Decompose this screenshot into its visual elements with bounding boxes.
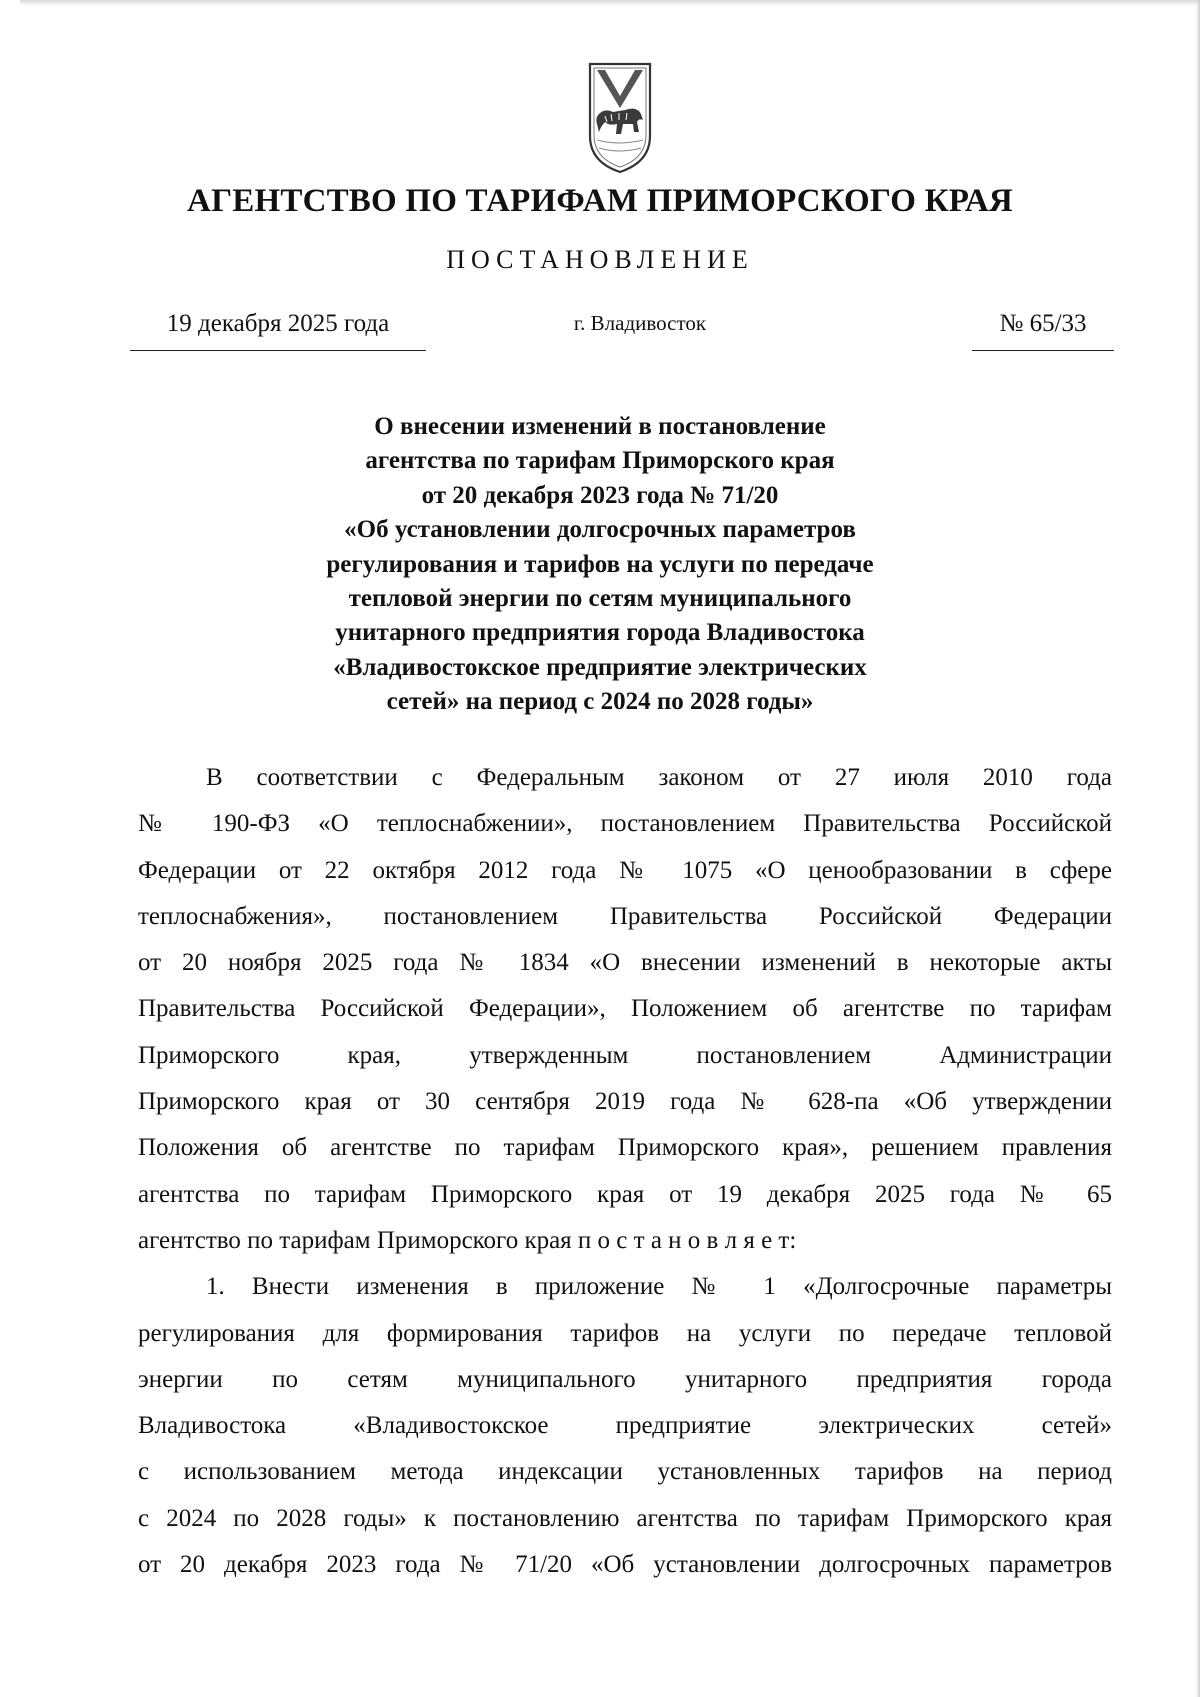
body-line: агентства по тарифам Приморского края от 19 декабря 2025 года № 65 [138,1180,1112,1208]
title-line: сетей» на период с 2024 по 2028 годы» [386,688,814,716]
document-date: 19 декабря 2025 года [130,310,426,351]
body-line: Владивостока «Владивостокское предприятие электрических сетей» [138,1412,1112,1440]
body-line: № 190-ФЗ «О теплоснабжении», постановлением Правительства Российской [138,810,1112,838]
body-line: теплоснабжения», постановлением Правительства Российской Федерации [138,902,1112,930]
title-line: агентства по тарифам Приморского края [365,447,835,475]
body-line: Приморского края от 30 сентября 2019 года № 628-па «Об утверждении [138,1088,1112,1116]
document-type: ПОСТАНОВЛЕНИЕ [446,245,754,274]
title-line: регулирования и тарифов на услуги по передаче [326,550,874,578]
title-line: «Владивостокское предприятие электрических [333,653,867,681]
title-line: тепловой энергии по сетям муниципального [348,585,852,613]
body-line: 1. Внести изменения в приложение № 1 «Долгосрочные параметры [206,1273,1112,1301]
preamble-paragraph [138,755,1112,1264]
document-body [138,755,1112,1588]
document-title [200,410,1000,720]
title-line: от 20 декабря 2023 года № 71/20 [421,481,779,509]
body-line: от 20 ноября 2025 года № 1834 «О внесении изменений в некоторые акты [138,949,1112,977]
body-line: Правительства Российской Федерации», Положением об агентстве по тарифам [138,995,1112,1023]
body-line: Федерации от 22 октября 2012 года № 1075 «О ценообразовании в сфере [138,856,1112,884]
body-line: В соответствии с Федеральным законом от 27 июля 2010 года [206,764,1112,791]
body-line: агентство по тарифам Приморского края п о с т а н о в л я е т: [138,1226,797,1254]
document-city: г. Владивосток [573,311,707,335]
body-line: от 20 декабря 2023 года № 71/20 «Об установлении долгосрочных параметров [138,1551,1112,1579]
scan-edge-top [20,0,1200,6]
title-line: О внесении изменений в постановление [374,413,826,440]
title-line: «Об установлении долгосрочных параметров [344,516,856,544]
title-line: унитарного предприятия города Владивостока [335,619,865,647]
body-line: энергии по сетям муниципального унитарного предприятия города [138,1365,1112,1393]
clause-1-paragraph [138,1264,1112,1588]
body-line: с 2024 по 2028 годы» к постановлению агентства по тарифам Приморского края [138,1504,1112,1532]
body-line: Приморского края, утвержденным постановлением Администрации [138,1041,1112,1069]
coat-of-arms-icon [585,58,655,178]
body-line: регулирования для формирования тарифов на услуги по передаче тепловой [138,1319,1112,1347]
body-line: с использованием метода индексации установленных тарифов на период [138,1458,1112,1486]
agency-name: АГЕНТСТВО ПО ТАРИФАМ ПРИМОРСКОГО КРАЯ [187,183,1013,219]
document-number: № 65/33 [972,310,1114,351]
body-line: Положения об агентстве по тарифам Приморского края», решением правления [138,1134,1112,1162]
